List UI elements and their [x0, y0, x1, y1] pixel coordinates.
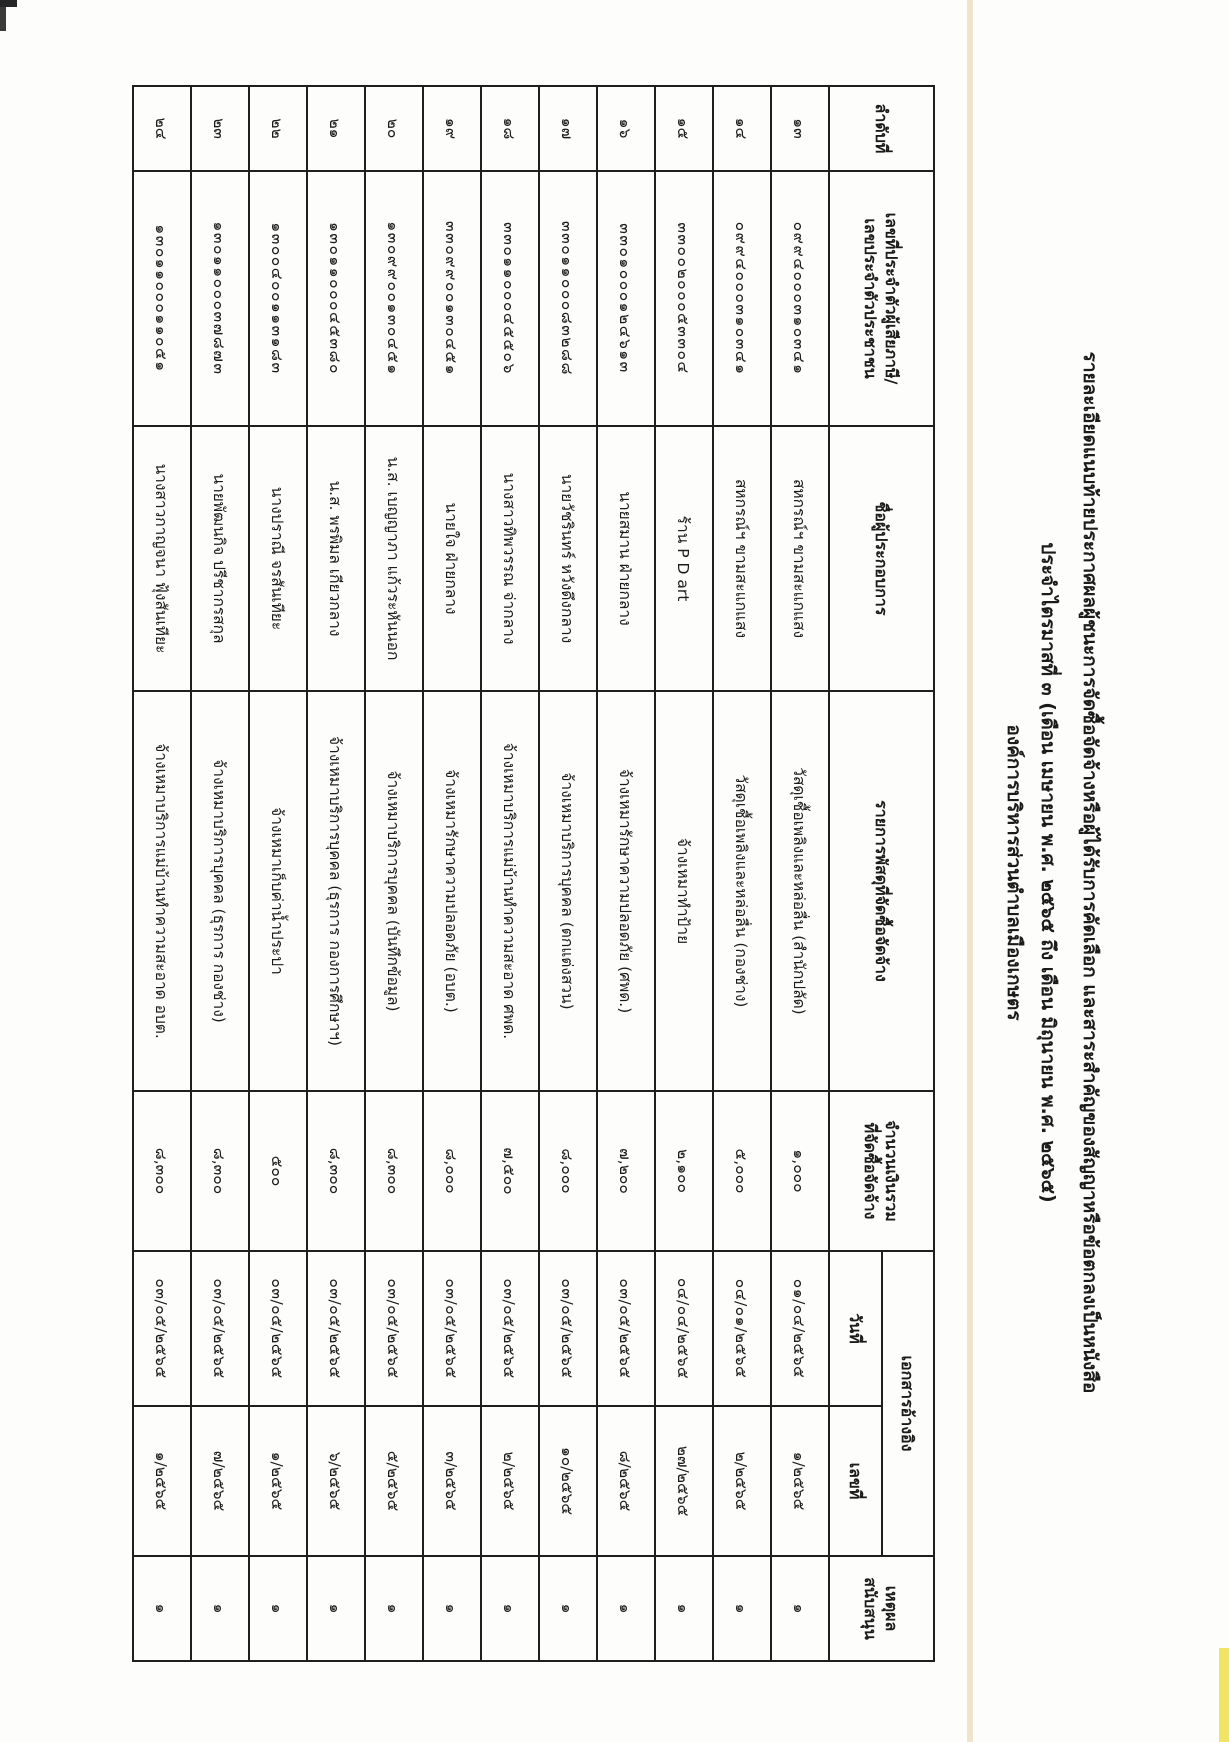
- cell-amount: ๒,๑๐๐: [655, 1091, 713, 1251]
- cell-amount: ๗,๒๐๐: [597, 1091, 655, 1251]
- cell-doc-no: ๑๐/๒๕๖๕: [539, 1406, 597, 1556]
- cell-item: จ้างเหมารักษาความปลอดภัย (อบต.): [423, 691, 481, 1091]
- title-line-3: องค์การบริหารส่วนตำบลเมืองเกษตร: [1003, 724, 1025, 1021]
- cell-tax-id: ๓๓๐๙๙๐๐๑๓๐๔๕๑: [423, 171, 481, 426]
- header-vendor: ชื่อผู้ประกอบการ: [829, 426, 934, 691]
- cell-no: ๑๘: [481, 86, 539, 171]
- cell-doc-no: ๓/๒๕๖๕: [423, 1406, 481, 1556]
- cell-doc-date: ๐๔/๐๑/๒๕๖๕: [713, 1251, 771, 1406]
- cell-vendor: นางสาวกาญจนา ฟุ้งสันเทียะ: [133, 426, 191, 691]
- cell-tax-id: ๑๓๐๑๑๐๐๐๔๕๓๘๐: [307, 171, 365, 426]
- cell-vendor: นายใจ ฝ่ายกลาง: [423, 426, 481, 691]
- header-reason-line1: เหตุผล: [882, 1585, 902, 1632]
- cell-amount: ๘,๐๐๐: [423, 1091, 481, 1251]
- cell-reason: ๑: [133, 1556, 191, 1661]
- table-row: [771, 86, 829, 1661]
- cell-reason: ๑: [191, 1556, 249, 1661]
- cell-item: วัสดุเชื้อเพลิงและหล่อลื่น (สำนักปลัด): [771, 691, 829, 1091]
- cell-doc-date: ๐๓/๐๕/๒๕๖๕: [365, 1251, 423, 1406]
- cell-no: ๑๕: [655, 86, 713, 171]
- cell-no: ๑๖: [597, 86, 655, 171]
- cell-reason: ๑: [365, 1556, 423, 1661]
- cell-tax-id: ๐๙๙๔๐๐๐๓๑๐๓๔๑: [713, 171, 771, 426]
- cell-doc-no: ๖/๒๕๖๕: [307, 1406, 365, 1556]
- cell-item: จ้างเหมาบริการแม่บ้านทำความสะอาด ศพด.: [481, 691, 539, 1091]
- cell-doc-date: ๐๓/๐๕/๒๕๖๕: [597, 1251, 655, 1406]
- cell-amount: ๕๐๐: [249, 1091, 307, 1251]
- cell-tax-id: ๓๓๐๑๑๐๐๐๔๕๕๐๖: [481, 171, 539, 426]
- cell-doc-no: ๑/๒๕๖๕: [249, 1406, 307, 1556]
- cell-item: จ้างเหมาทำป้าย: [655, 691, 713, 1091]
- header-docref: เอกสารอ้างอิง: [882, 1251, 934, 1556]
- cell-no: ๑๗: [539, 86, 597, 171]
- cell-vendor: น.ส. พรพิมล เกียวกลาง: [307, 426, 365, 691]
- cell-doc-no: ๘/๒๕๖๕: [597, 1406, 655, 1556]
- cell-amount: ๘,๓๐๐: [307, 1091, 365, 1251]
- cell-doc-date: ๐๓/๐๕/๒๕๖๕: [481, 1251, 539, 1406]
- cell-item: จ้างเหมาบริการบุคคล (ธุรการ กองการศึกษาฯ): [307, 691, 365, 1091]
- cell-amount: ๘,๓๐๐: [191, 1091, 249, 1251]
- cell-doc-no: ๒/๒๕๖๕: [481, 1406, 539, 1556]
- cell-amount: ๘,๓๐๐: [133, 1091, 191, 1251]
- cell-vendor: นางปราณี จรสันเทียะ: [249, 426, 307, 691]
- cell-doc-no: ๒/๒๕๖๕: [713, 1406, 771, 1556]
- cell-doc-date: ๐๓/๐๕/๒๕๖๕: [539, 1251, 597, 1406]
- cell-vendor: สหกรณ์ฯ ขามสะแกแสง: [713, 426, 771, 691]
- table-row: [249, 86, 307, 1661]
- cell-tax-id: ๑๓๐๑๑๐๐๐๓๗๘๗๓: [191, 171, 249, 426]
- cell-tax-id: ๑๓๐๙๙๐๐๑๓๐๔๕๑: [365, 171, 423, 426]
- header-doc-date: วันที่: [829, 1251, 882, 1406]
- table-row: [307, 86, 365, 1661]
- table-row: [539, 86, 597, 1661]
- table-row: [423, 86, 481, 1661]
- cell-tax-id: ๓๓๐๐๒๐๐๐๕๓๓๐๔: [655, 171, 713, 426]
- table-row: [655, 86, 713, 1661]
- header-doc-no: เลขที่: [829, 1406, 882, 1556]
- cell-vendor: นางสาวทิพวรรณ จ่ากลาง: [481, 426, 539, 691]
- header-tax-id-line1: เลขที่ประจำตัวผู้เสียภาษี/: [882, 212, 902, 385]
- cell-doc-no: ๒๗/๒๕๖๕: [655, 1406, 713, 1556]
- header-reason: [829, 1556, 934, 1661]
- cell-doc-date: ๐๑/๐๔/๒๕๖๕: [771, 1251, 829, 1406]
- title-line-1: รายละเอียดแนบท้ายประกาศผลผู้ชนะการจัดซื้อจัดจ้างหรือผู้ได้รับการคัดเลือก และสาระสำคัญของสัญญาหรือข้อตกลงเป็นหนังสือ: [1079, 351, 1101, 1394]
- cell-doc-no: ๗/๒๕๖๕: [191, 1406, 249, 1556]
- cell-item: จ้างเหมาบริการบุคคล (บันทึกข้อมูล): [365, 691, 423, 1091]
- cell-doc-date: ๐๓/๐๕/๒๕๖๕: [249, 1251, 307, 1406]
- cell-doc-date: ๐๓/๐๕/๒๕๖๕: [191, 1251, 249, 1406]
- cell-doc-no: ๑/๒๕๖๕: [771, 1406, 829, 1556]
- cell-reason: ๑: [771, 1556, 829, 1661]
- document-title: [999, 85, 1105, 1660]
- cell-no: ๒๓: [191, 86, 249, 171]
- cell-item: วัสดุเชื้อเพลิงและหล่อลื่น (กองช่าง): [713, 691, 771, 1091]
- header-reason-line2: สนับสนุน: [861, 1577, 881, 1640]
- cell-item: จ้างเหมาบริการบุคคล (ธุรการ กองช่าง): [191, 691, 249, 1091]
- cell-amount: ๕,๐๐๐: [713, 1091, 771, 1251]
- cell-tax-id: ๑๓๐๑๑๐๐๐๑๑๐๕๑: [133, 171, 191, 426]
- cell-amount: ๘,๓๐๐: [365, 1091, 423, 1251]
- cell-amount: ๑,๐๐๐: [771, 1091, 829, 1251]
- cell-vendor: นายสมาน ฝ่ายกลาง: [597, 426, 655, 691]
- cell-vendor: นายพัฒนกิจ ปรีชากรสกุล: [191, 426, 249, 691]
- cell-reason: ๑: [655, 1556, 713, 1661]
- cell-vendor: น.ส. เบญญาภา แก้วระหันนอก: [365, 426, 423, 691]
- header-amount-line1: จำนวนเงินรวม: [882, 1120, 902, 1222]
- cell-reason: ๑: [481, 1556, 539, 1661]
- header-amount-line2: ที่จัดซื้อจัดจ้าง: [861, 1122, 881, 1220]
- cell-no: ๒๑: [307, 86, 365, 171]
- cell-doc-date: ๐๓/๐๕/๒๕๖๕: [423, 1251, 481, 1406]
- header-tax-id-line2: เลขประจำตัวประชาชน: [861, 218, 881, 379]
- table-row: [133, 86, 191, 1661]
- cell-tax-id: ๑๓๐๐๔๐๐๑๑๓๑๘๓: [249, 171, 307, 426]
- cell-doc-date: ๐๓/๐๕/๒๕๖๕: [133, 1251, 191, 1406]
- cell-reason: ๑: [249, 1556, 307, 1661]
- cell-reason: ๑: [597, 1556, 655, 1661]
- cell-tax-id: ๓๓๐๑๑๐๐๐๘๓๒๘๘: [539, 171, 597, 426]
- cell-item: จ้างเหมาบริการบุคคล (ตกแต่งสวน): [539, 691, 597, 1091]
- table-row: [191, 86, 249, 1661]
- table-row: [365, 86, 423, 1661]
- cell-amount: ๗,๕๐๐: [481, 1091, 539, 1251]
- cell-amount: ๘,๐๐๐: [539, 1091, 597, 1251]
- cell-item: จ้างเหมารักษาความปลอดภัย (ศพด.): [597, 691, 655, 1091]
- cell-no: ๑๓: [771, 86, 829, 171]
- cell-item: จ้างเหมาบริการแม่บ้านทำความสะอาด อบต.: [133, 691, 191, 1091]
- header-amount: [829, 1091, 934, 1251]
- cell-tax-id: ๐๙๙๔๐๐๐๓๑๐๓๔๑: [771, 171, 829, 426]
- procurement-table: [132, 85, 935, 1662]
- cell-item: จ้างเหมาเก็บค่าน้ำประปา: [249, 691, 307, 1091]
- table-row: [597, 86, 655, 1661]
- cell-no: ๒๐: [365, 86, 423, 171]
- cell-no: ๒๔: [133, 86, 191, 171]
- cell-reason: ๑: [539, 1556, 597, 1661]
- cell-no: ๒๒: [249, 86, 307, 171]
- header-tax-id: [829, 171, 934, 426]
- header-no: ลำดับที่: [829, 86, 934, 171]
- cell-doc-date: ๐๓/๐๕/๒๕๖๕: [307, 1251, 365, 1406]
- cell-vendor: นายวัชรินทร์ หวังดึงกลาง: [539, 426, 597, 691]
- title-line-2: ประจำไตรมาสที่ ๓ (เดือน เมษายน พ.ศ. ๒๕๖๕ ถึง เดือน มิถุนายน พ.ศ. ๒๕๖๕): [1037, 542, 1059, 1203]
- cell-doc-date: ๐๔/๐๔/๒๕๖๕: [655, 1251, 713, 1406]
- cell-doc-no: ๑/๒๕๖๕: [133, 1406, 191, 1556]
- cell-reason: ๑: [423, 1556, 481, 1661]
- cell-no: ๑๙: [423, 86, 481, 171]
- header-item: รายการพัสดุที่จัดซื้อจัดจ้าง: [829, 691, 934, 1091]
- cell-vendor: สหกรณ์ฯ ขามสะแกแสง: [771, 426, 829, 691]
- cell-reason: ๑: [307, 1556, 365, 1661]
- cell-vendor: ร้าน P D art: [655, 426, 713, 691]
- cell-tax-id: ๓๓๐๑๐๐๐๑๒๔๖๑๓: [597, 171, 655, 426]
- cell-doc-no: ๕/๒๕๖๕: [365, 1406, 423, 1556]
- cell-reason: ๑: [713, 1556, 771, 1661]
- cell-no: ๑๔: [713, 86, 771, 171]
- table-row: [713, 86, 771, 1661]
- table-row: [481, 86, 539, 1661]
